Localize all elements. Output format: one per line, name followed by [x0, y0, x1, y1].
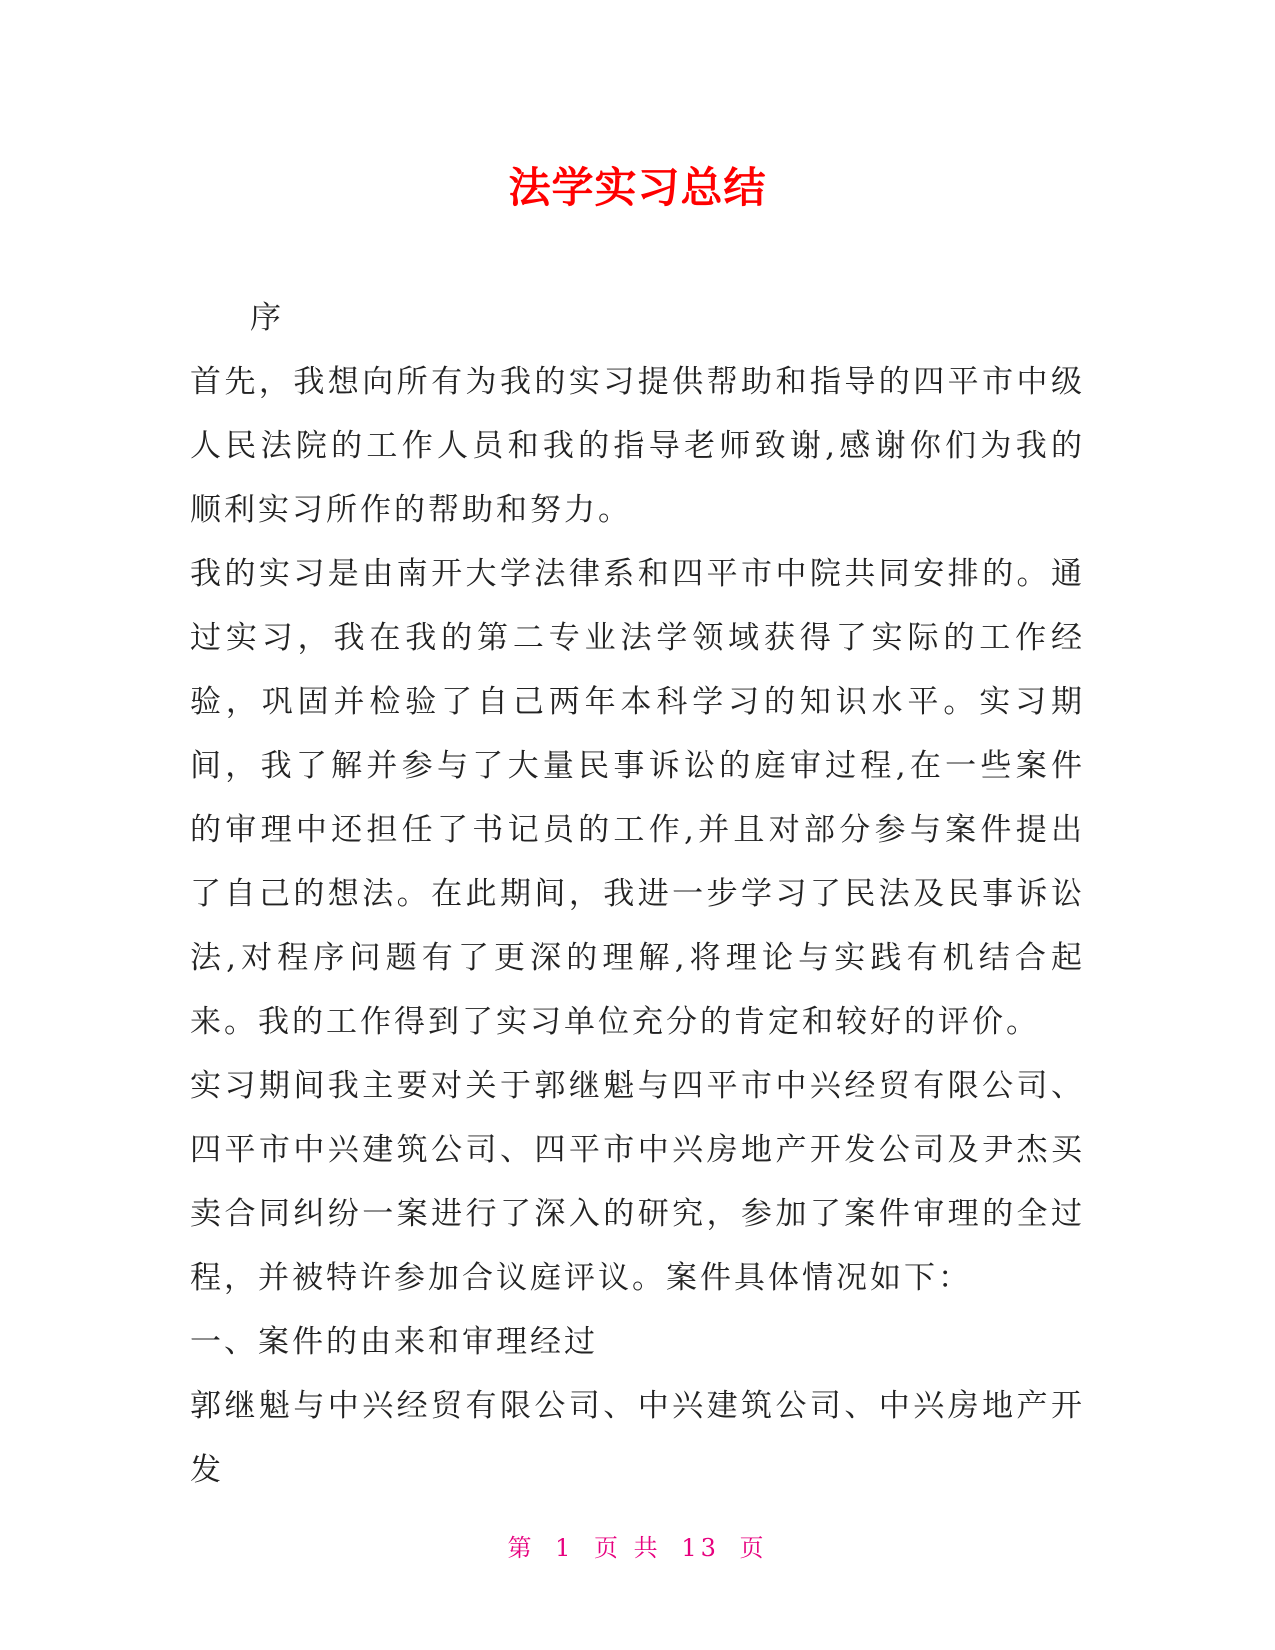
- document-body: [190, 286, 1085, 1502]
- footer-prefix: 第: [507, 1534, 536, 1562]
- paragraph-case-parties: 郭继魁与中兴经贸有限公司、中兴建筑公司、中兴房地产开发: [190, 1388, 1085, 1488]
- footer-middle: 页 共: [594, 1534, 662, 1562]
- preface-heading: 序: [250, 300, 284, 336]
- footer-current-page: 1: [555, 1534, 575, 1562]
- section-heading-case-origin: 一、案件的由来和审理经过: [190, 1324, 598, 1360]
- footer-suffix: 页: [739, 1534, 768, 1562]
- paragraph-acknowledgement: 首先，我想向所有为我的实习提供帮助和指导的四平市中级人民法院的工作人员和我的指导老师致谢,感谢你们为我的顺利实习所作的帮助和努力。: [190, 364, 1085, 528]
- page-footer: [0, 1532, 1275, 1564]
- paragraph-case-study: 实习期间我主要对关于郭继魁与四平市中兴经贸有限公司、四平市中兴建筑公司、四平市中兴房地产开发公司及尹杰买卖合同纠纷一案进行了深入的研究，参加了案件审理的全过程，并被特许参加合议庭评议。案件具体情况如下：: [190, 1068, 1085, 1296]
- footer-total-pages: 13: [681, 1534, 720, 1562]
- document-title: 法学实习总结: [508, 163, 767, 212]
- paragraph-internship-overview: 我的实习是由南开大学法律系和四平市中院共同安排的。通过实习，我在我的第二专业法学领域获得了实际的工作经验，巩固并检验了自己两年本科学习的知识水平。实习期间，我了解并参与了大量民事诉讼的庭审过程,在一些案件的审理中还担任了书记员的工作,并且对部分参与案件提出了自己的想法。在此期间，我进一步学习了民法及民事诉讼法,对程序问题有了更深的理解,将理论与实践有机结合起来。我的工作得到了实习单位充分的肯定和较好的评价。: [190, 556, 1085, 1040]
